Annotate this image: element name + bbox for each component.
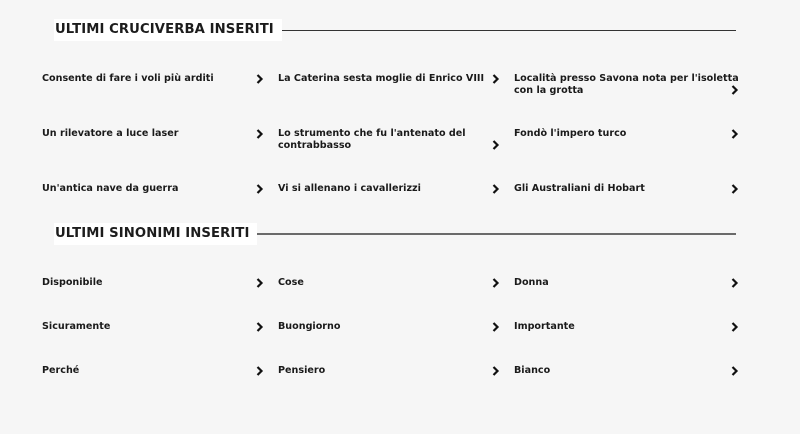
list-row bbox=[42, 128, 742, 158]
synonym-word: Sicuramente bbox=[42, 321, 111, 332]
crossword-link[interactable] bbox=[42, 128, 266, 140]
chevron-right-icon bbox=[492, 277, 502, 289]
crossword-clue: La Caterina sesta moglie di Enrico VIII bbox=[278, 73, 485, 84]
synonym-word: Pensiero bbox=[278, 365, 326, 376]
crossword-link[interactable] bbox=[278, 183, 502, 195]
chevron-right-icon bbox=[731, 321, 741, 333]
synonym-link[interactable] bbox=[514, 277, 741, 289]
chevron-right-icon bbox=[256, 183, 266, 195]
list-row bbox=[42, 365, 742, 395]
synonym-word: Perché bbox=[42, 365, 80, 376]
crossword-link[interactable] bbox=[514, 183, 741, 195]
section-header bbox=[54, 223, 736, 245]
crossword-clue: Località presso Savona nota per l'isoletta con la grotta bbox=[514, 73, 739, 96]
chevron-right-icon bbox=[731, 365, 741, 377]
synonym-link[interactable] bbox=[278, 365, 502, 377]
chevron-right-icon bbox=[492, 365, 502, 377]
synonym-link[interactable] bbox=[514, 321, 741, 333]
list-row bbox=[42, 321, 742, 351]
chevron-right-icon bbox=[731, 183, 741, 195]
synonym-word: Bianco bbox=[514, 365, 551, 376]
chevron-right-icon bbox=[731, 128, 741, 140]
chevron-right-icon bbox=[731, 277, 741, 289]
crossword-clue: Un rilevatore a luce laser bbox=[42, 128, 179, 139]
section-title: ULTIMI SINONIMI INSERITI bbox=[54, 223, 257, 245]
crossword-link[interactable] bbox=[42, 183, 266, 195]
synonym-link[interactable] bbox=[42, 365, 266, 377]
synonym-word: Disponibile bbox=[42, 277, 103, 288]
crossword-clue: Fondò l'impero turco bbox=[514, 128, 627, 139]
crossword-link[interactable] bbox=[42, 73, 266, 85]
chevron-right-icon bbox=[256, 128, 266, 140]
chevron-right-icon bbox=[731, 84, 741, 96]
crossword-link[interactable] bbox=[514, 128, 741, 140]
synonym-word: Buongiorno bbox=[278, 321, 341, 332]
chevron-right-icon bbox=[492, 139, 502, 151]
chevron-right-icon bbox=[492, 73, 502, 85]
list-row bbox=[42, 183, 742, 213]
crossword-clue: Consente di fare i voli più arditi bbox=[42, 73, 214, 84]
list-row bbox=[42, 277, 742, 307]
chevron-right-icon bbox=[256, 321, 266, 333]
crossword-link[interactable] bbox=[514, 73, 741, 96]
synonym-link[interactable] bbox=[278, 321, 502, 333]
crossword-clue: Gli Australiani di Hobart bbox=[514, 183, 645, 194]
synonym-link[interactable] bbox=[42, 277, 266, 289]
chevron-right-icon bbox=[256, 277, 266, 289]
synonym-link[interactable] bbox=[514, 365, 741, 377]
section-header bbox=[54, 19, 736, 41]
synonym-word: Donna bbox=[514, 277, 549, 288]
chevron-right-icon bbox=[256, 73, 266, 85]
synonym-link[interactable] bbox=[278, 277, 502, 289]
chevron-right-icon bbox=[256, 365, 266, 377]
crossword-clue: Un'antica nave da guerra bbox=[42, 183, 179, 194]
chevron-right-icon bbox=[492, 321, 502, 333]
chevron-right-icon bbox=[492, 183, 502, 195]
synonym-link[interactable] bbox=[42, 321, 266, 333]
synonym-word: Importante bbox=[514, 321, 575, 332]
crossword-link[interactable] bbox=[278, 73, 502, 85]
crossword-link[interactable] bbox=[278, 128, 502, 151]
section-title: ULTIMI CRUCIVERBA INSERITI bbox=[54, 19, 282, 41]
crossword-clue: Lo strumento che fu l'antenato del contrabbasso bbox=[278, 128, 466, 151]
crossword-clue: Vi si allenano i cavallerizzi bbox=[278, 183, 421, 194]
synonym-word: Cose bbox=[278, 277, 304, 288]
list-row bbox=[42, 73, 742, 103]
